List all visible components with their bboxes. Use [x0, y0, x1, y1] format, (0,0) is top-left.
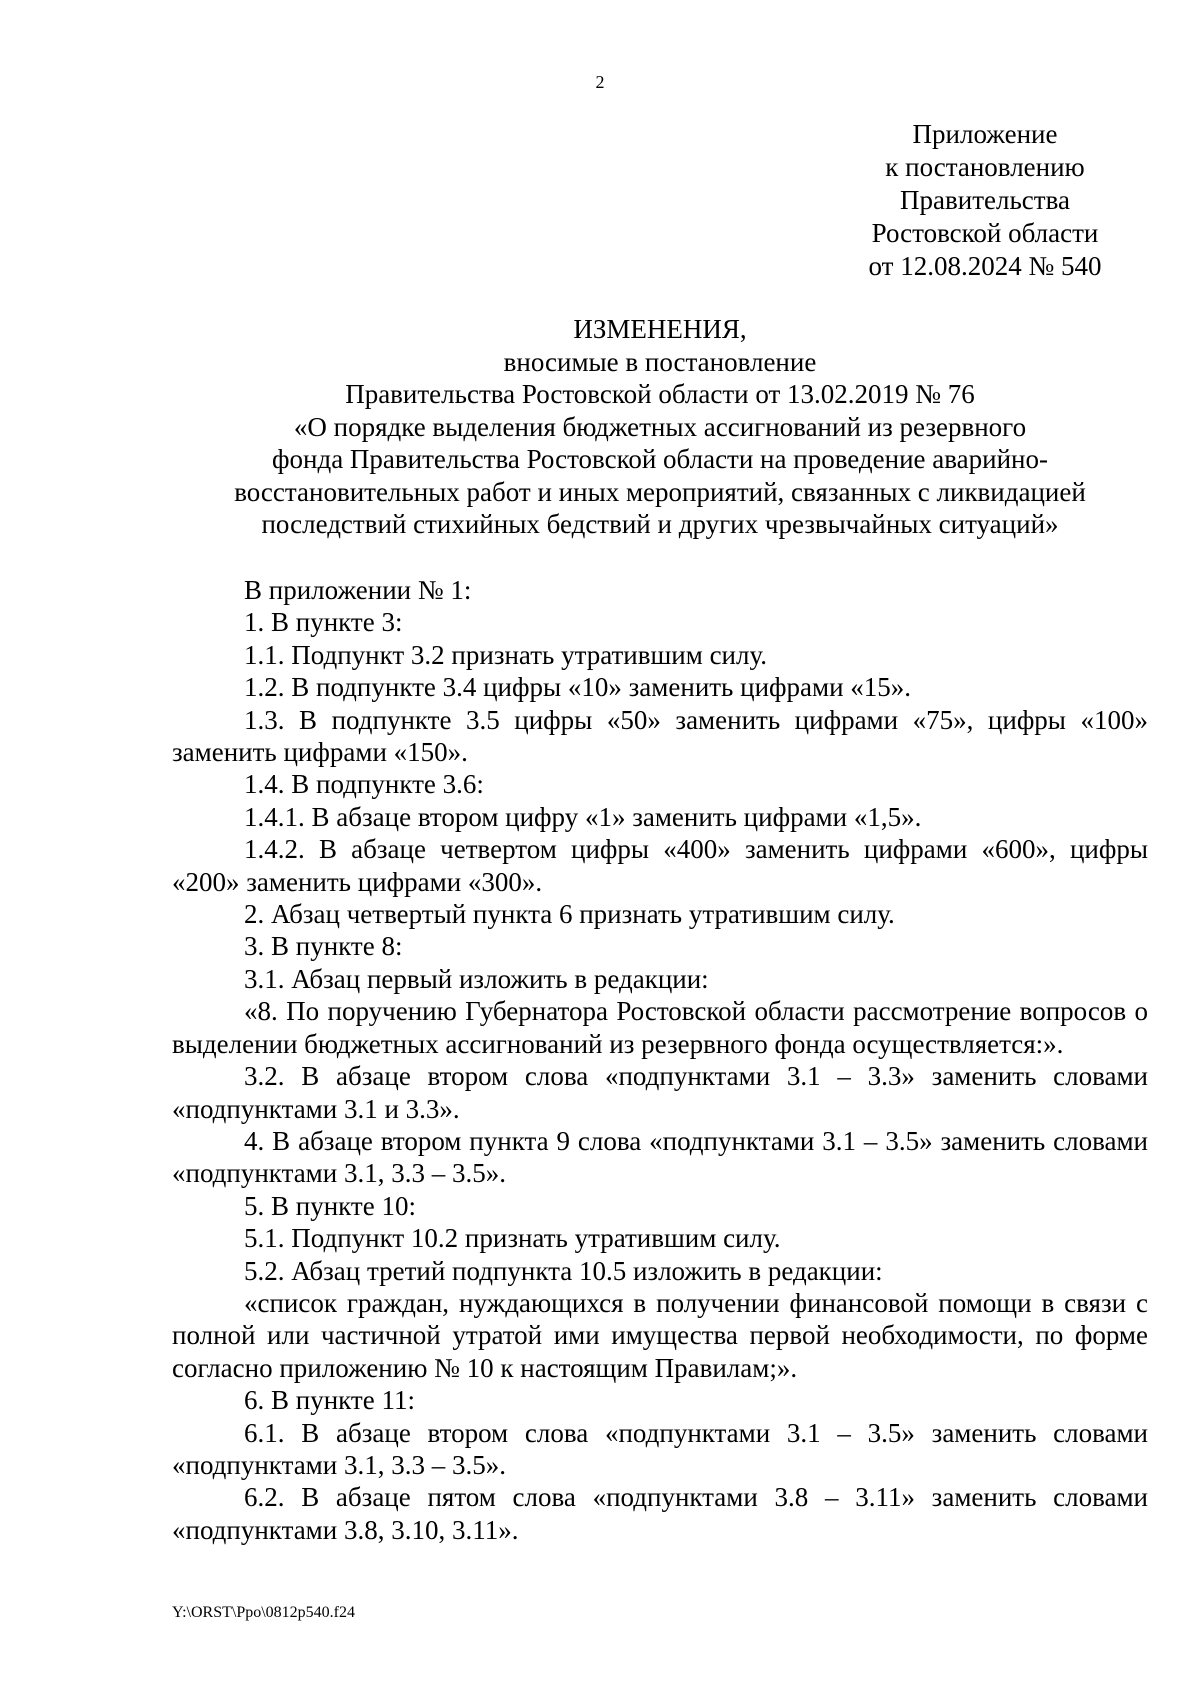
paragraph: 5.2. Абзац третий подпункта 10.5 изложить в редакции:	[244, 1255, 883, 1286]
paragraph: 1.4. В подпункте 3.6:	[244, 769, 484, 800]
paragraph: 6. В пункте 11:	[244, 1385, 415, 1416]
paragraph: 2. Абзац четвертый пункта 6 признать утратившим силу.	[244, 899, 895, 930]
title-line: Правительства Ростовской области от 13.02.2019 № 76	[345, 379, 975, 409]
paragraph: 1. В пункте 3:	[244, 607, 403, 638]
paragraph: 3.2. В абзаце втором слова «подпунктами 3.1 – 3.3» заменить словами «подпунктами 3.1 и 3.3».	[172, 1061, 1148, 1124]
title-line: «О порядке выделения бюджетных ассигнований из резервного	[293, 411, 1027, 442]
paragraph: 1.3. В подпункте 3.5 цифры «50» заменить цифрами «75», цифры «100» заменить цифрами «150».	[172, 704, 1148, 768]
title-line: фонда Правительства Ростовской области на проведение аварийно-	[272, 444, 1048, 474]
document-body	[172, 574, 1148, 1546]
title-heading: ИЗМЕНЕНИЯ,	[573, 314, 747, 344]
paragraph: 1.4.1. В абзаце втором цифру «1» заменить цифрами «1,5».	[244, 801, 922, 832]
appendix-line: Ростовской области	[871, 218, 1099, 248]
paragraph: «8. По поручению Губернатора Ростовской области рассмотрение вопросов о выделении бюджетных ассигнований из резервного фонда осуществляется:».	[172, 996, 1148, 1059]
paragraph: 5.1. Подпункт 10.2 признать утратившим силу.	[244, 1223, 781, 1254]
document-title	[170, 313, 1150, 541]
paragraph: 3.1. Абзац первый изложить в редакции:	[244, 963, 709, 994]
page-number: 2	[595, 72, 605, 92]
paragraph: 6.1. В абзаце втором слова «подпунктами 3.1 – 3.5» заменить словами «подпунктами 3.1, 3.3 – 3.5».	[172, 1417, 1148, 1480]
paragraph: 4. В абзаце втором пункта 9 слова «подпунктами 3.1 – 3.5» заменить словами «подпунктами 3.1, 3.3 – 3.5».	[172, 1125, 1148, 1189]
paragraph: В приложении № 1:	[244, 575, 472, 605]
title-line: восстановительных работ и иных мероприятий, связанных с ликвидацией	[234, 476, 1086, 507]
paragraph: 1.1. Подпункт 3.2 признать утратившим силу.	[244, 639, 768, 670]
paragraph: «список граждан, нуждающихся в получении финансовой помощи в связи с полной или частичной утратой ими имущества первой необходимости, по форме согласно приложению № 10 к настоящим Правилам;».	[172, 1287, 1148, 1383]
appendix-header	[820, 118, 1150, 283]
appendix-line: к постановлению	[885, 152, 1085, 182]
paragraph: 5. В пункте 10:	[244, 1190, 416, 1221]
paragraph: 3. В пункте 8:	[244, 931, 403, 962]
appendix-line: Приложение	[912, 119, 1058, 149]
paragraph: 1.2. В подпункте 3.4 цифры «10» заменить цифрами «15».	[244, 672, 912, 703]
title-line: последствий стихийных бедствий и других чрезвычайных ситуаций»	[261, 509, 1059, 539]
appendix-line: Правительства	[900, 185, 1070, 215]
paragraph: 6.2. В абзаце пятом слова «подпунктами 3.8 – 3.11» заменить словами «подпунктами 3.8, 3.10, 3.11».	[172, 1482, 1148, 1545]
paragraph: 1.4.2. В абзаце четвертом цифры «400» заменить цифрами «600», цифры «200» заменить цифрами «300».	[172, 834, 1148, 897]
appendix-line: от 12.08.2024 № 540	[868, 251, 1102, 281]
footer-file-path: Y:\ORST\Ppo\0812p540.f24	[172, 1604, 355, 1621]
title-line: вносимые в постановление	[503, 346, 817, 377]
